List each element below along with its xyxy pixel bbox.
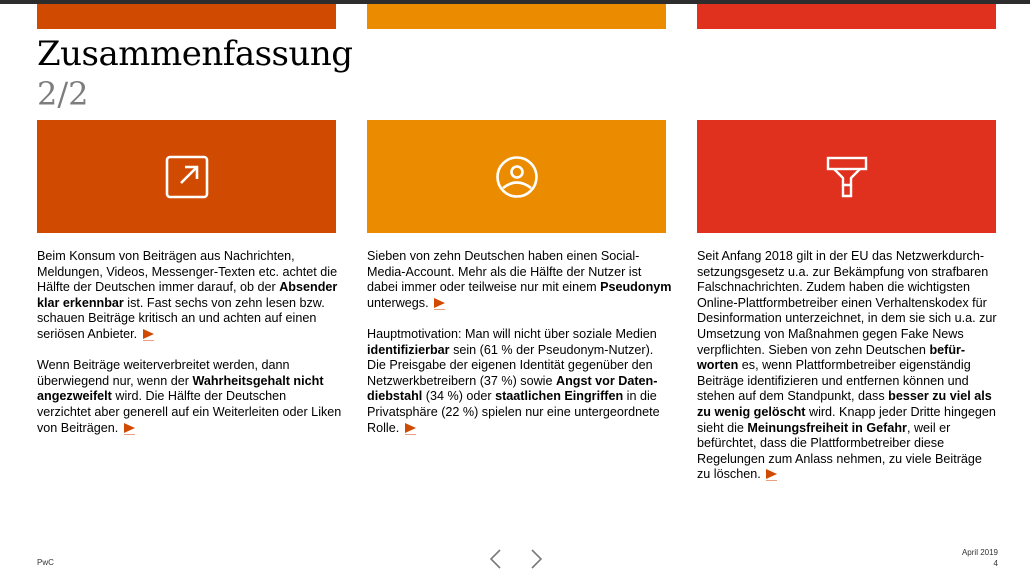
user-circle-icon	[495, 155, 539, 199]
more-arrow-icon[interactable]	[124, 423, 135, 433]
body-text: in die Privatsphäre (22 %) spielen nur eine untergeordnete Rolle.	[367, 389, 660, 435]
highlight-text: besser zu viel als zu wenig gelöscht	[697, 389, 992, 419]
prev-slide-button[interactable]	[486, 548, 506, 570]
next-slide-button[interactable]	[527, 548, 547, 570]
chevron-right-icon	[527, 557, 547, 574]
column-2-text	[367, 249, 672, 452]
highlight-text: befürworten	[697, 342, 966, 373]
footer-brand: PwC	[37, 558, 54, 567]
body-text: wird. Die Hälfte der Deutschen verzichtet aber generell auf ein Weiterleiten oder Liken von Beiträgen.	[37, 389, 342, 435]
paragraph	[367, 249, 672, 311]
body-text: unterwegs.	[367, 295, 433, 310]
body-text: ist. Fast sechs von zehn lesen bzw. schauen Beiträge kritisch an und achten auf einen seriösen Anbieter.	[37, 295, 325, 341]
highlight-text: Angst vor Datendiebstahl	[367, 373, 658, 404]
page-number: 4	[993, 559, 998, 568]
more-arrow-icon[interactable]	[143, 329, 154, 339]
highlight-text: Meinungsfreiheit in Gefahr	[747, 420, 907, 435]
paragraph	[367, 327, 672, 436]
column-1-text	[37, 249, 342, 452]
filter-funnel-icon	[825, 155, 869, 199]
chevron-left-icon	[486, 557, 506, 574]
highlight-text: Wahrheitsgehalt nicht angezweifelt	[37, 373, 324, 404]
slide-subtitle: 2/2	[37, 75, 89, 113]
footer-info	[962, 547, 998, 569]
more-arrow-icon[interactable]	[766, 469, 777, 479]
column-3-text	[697, 249, 997, 499]
paragraph	[697, 249, 997, 483]
top-strip-amber	[367, 4, 666, 29]
body-text: es, wenn Plattformbetreiber eigenständig Beiträge identifizieren und entfernen können und stehen auf dem Standpunkt, dass	[697, 358, 971, 404]
top-strip-orange	[37, 4, 336, 29]
body-text: , weil er befürchtet, dass die Plattformbetreiber diese Regelungen zum Anlass nehmen, zu viele Beiträge zu löschen.	[697, 420, 982, 482]
more-arrow-icon[interactable]	[405, 423, 416, 433]
body-text: sein (61 % der Pseudonym-Nutzer). Die Preisgabe der eigenen Identität gegenüber den Netzwerkbetreibern (37 %) sowie	[367, 342, 654, 388]
highlight-text: staatlichen Eingriffen	[495, 389, 624, 404]
body-text: (34 %) oder	[422, 389, 496, 404]
tile-red	[697, 120, 996, 233]
body-text: Hauptmotivation: Man will nicht über soziale Medien	[367, 326, 657, 341]
highlight-text: Pseudonym	[600, 280, 672, 295]
body-text: wird. Knapp jeder Dritte hingegen sieht die	[697, 404, 996, 435]
slide-title: Zusammenfassung	[37, 34, 353, 74]
highlight-text: identifizierbar	[367, 342, 450, 357]
tile-orange	[37, 120, 336, 233]
body-text: Beim Konsum von Beiträgen aus Nachrichten, Meldungen, Videos, Messenger-Texten etc. achtet die Hälfte der Deutschen immer darauf, ob der	[37, 249, 338, 295]
body-text: Seit Anfang 2018 gilt in der EU das Netzwerkdurchsetzungsgesetz u.a. zur Bekämpfung von strafbaren Falschnachrichten. Zudem haben die wichtigsten Online-Plattformbetreiber einen Verhaltenskodex für Desinformation unterzeichnet, in dem sie sich u.a. zur Umsetzung von Maßnahmen gegen Fake News verpflichten. Sieben von zehn Deutschen	[697, 249, 997, 357]
top-strip-red	[697, 4, 996, 29]
footer-date: April 2019	[961, 548, 998, 557]
more-arrow-icon[interactable]	[434, 298, 445, 308]
body-text: Sieben von zehn Deutschen haben einen Social-Media-Account. Mehr als die Hälfte der Nutzer ist dabei immer oder teilweise nur mit einem	[367, 249, 642, 295]
external-link-icon	[165, 155, 209, 199]
tile-amber	[367, 120, 666, 233]
highlight-text: Absender klar erkennbar	[37, 280, 338, 310]
body-text: Wenn Beiträge weiterverbreitet werden, dann überwiegend nur, wenn der	[37, 358, 290, 388]
paragraph	[37, 249, 342, 343]
paragraph	[37, 358, 342, 436]
